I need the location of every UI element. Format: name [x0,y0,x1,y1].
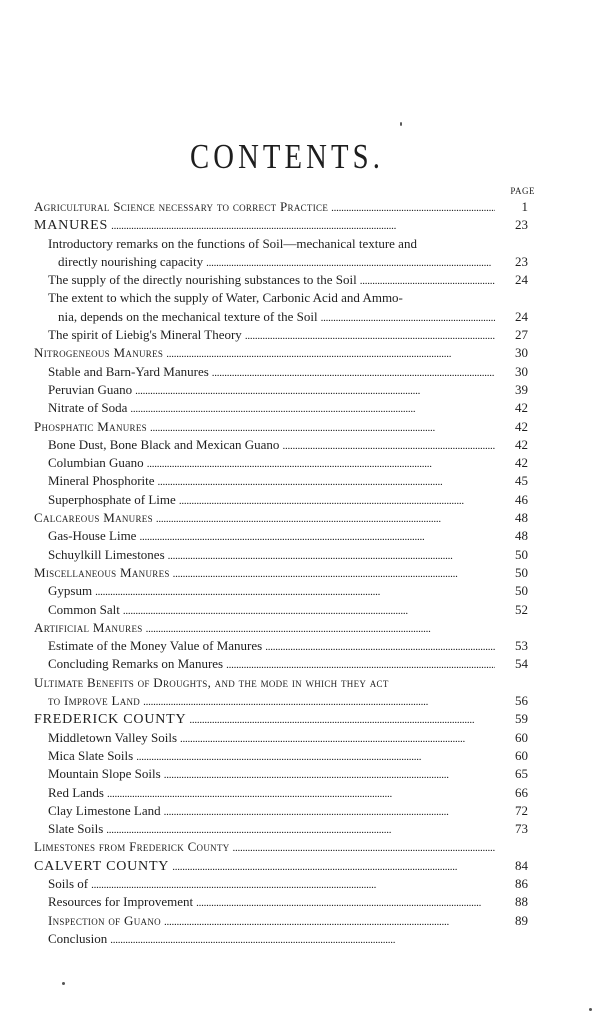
toc-entry [34,472,528,490]
toc-entry-page: 50 [515,546,528,562]
toc-entry [34,235,528,253]
toc-entry-label: Mineral Phosphorite [48,473,155,489]
toc-entry-page: 65 [515,766,528,782]
toc-entry-label: Artificial Manures [34,619,143,635]
dot-leader [189,710,495,728]
dot-leader [123,601,495,619]
toc-entry [34,802,528,820]
toc-entry-label: The extent to which the supply of Water, Carbonic Acid and Ammo- [48,290,403,306]
dot-leader [331,198,495,216]
toc-entry-page: 1 [521,199,528,214]
toc-entry [34,344,528,362]
toc-entry-label: FREDERICK COUNTY [34,712,187,728]
toc-entry-page: 48 [515,528,528,544]
toc-entry-page: 84 [515,857,528,873]
toc-entry [34,326,528,344]
toc-entry [34,527,528,545]
dot-leader [321,308,495,326]
toc-entry-page: 52 [515,601,528,617]
toc-entry-page: 50 [515,583,528,599]
toc-entry-label: Peruvian Guano [48,381,133,397]
toc-entry-label: Middletown Valley Soils [48,729,178,745]
toc-entry-label: Inspection of Guano [48,912,161,928]
dot-leader [130,399,495,417]
dot-leader [196,893,495,911]
toc-entry [34,710,528,728]
toc-entry [34,747,528,765]
toc-entry-page: 59 [515,711,528,727]
toc-entry-page: 66 [515,784,528,800]
toc-entry-label: The supply of the directly nourishing substances to the Soil [48,272,357,288]
toc-entry [34,564,528,582]
dot-leader [136,747,495,765]
dot-leader [226,655,495,673]
toc-entry-page: 24 [515,272,528,288]
toc-entry [34,436,528,454]
toc-entry-page: 56 [515,693,528,709]
toc-entry [34,509,528,527]
toc-entry [34,692,528,710]
toc-entry-page: 73 [515,821,528,837]
toc-entry-page: 89 [515,912,528,928]
dot-leader [110,930,495,948]
toc-entry-label: Schuylkill Limestones [48,546,165,562]
toc-entry-label: Introductory remarks on the functions of Soil—mechanical texture and [48,235,417,251]
toc-entry-label: Mountain Slope Soils [48,766,161,782]
toc-entry [34,619,528,637]
dot-leader [245,326,495,344]
toc-entry-label: Soils of [48,875,89,891]
toc-entry [34,418,528,436]
toc-entry-label: to Improve Land [48,693,141,709]
toc-entry-page: 42 [515,400,528,416]
dot-leader [91,875,495,893]
toc-entry-label: Limestones from Frederick County [34,839,230,855]
toc-entry-label: Red Lands [48,784,104,800]
toc-entry-label: Conclusion [48,930,108,946]
toc-entry-label: Bone Dust, Bone Black and Mexican Guano [48,436,280,452]
toc-entry-page: 39 [515,381,528,397]
toc-entry-page: 46 [515,491,528,507]
toc-entry [34,674,528,692]
dot-leader [135,381,495,399]
toc-entry-label: CALVERT COUNTY [34,858,170,874]
toc-entry-label: Resources for Improvement [48,894,194,910]
toc-entry-page: 42 [515,436,528,452]
dot-leader [173,564,495,582]
toc-entry [34,729,528,747]
toc-entry-page: 30 [515,345,528,361]
toc-entry-label: Nitrogeneous Manures [34,345,164,361]
toc-entry-label: Gas-House Lime [48,528,137,544]
toc-entry [34,289,528,307]
toc-entry-page: 27 [515,327,528,343]
toc-entry [34,912,528,930]
toc-entry-label: Estimate of the Money Value of Manures [48,638,263,654]
toc-entry [34,582,528,600]
toc-entry-label: Nitrate of Soda [48,400,128,416]
toc-entry [34,655,528,673]
toc-entry-page: 86 [515,875,528,891]
toc-entry-label: Clay Limestone Land [48,802,161,818]
toc-entry [34,893,528,911]
toc-entry-label: Columbian Guano [48,455,144,471]
toc-entry [34,765,528,783]
dot-leader [164,802,495,820]
toc-entry-page: 48 [515,510,528,526]
toc-entry [34,271,528,289]
dot-leader [265,637,495,655]
dot-leader [106,820,495,838]
toc-entry-label: Ultimate Benefits of Droughts, and the mode in which they act [34,674,389,690]
toc-entry-label: Slate Soils [48,821,104,837]
toc-entry [34,454,528,472]
toc-entry [34,253,528,271]
toc-entry [34,820,528,838]
toc-entry-page: 24 [515,308,528,324]
toc-entry-page: 45 [515,473,528,489]
toc-entry [34,875,528,893]
page-title: CONTENTS. [190,137,384,176]
toc-entry-page: 42 [515,455,528,471]
dot-leader [172,857,495,875]
dot-leader [212,363,495,381]
toc-entry-label: Miscellaneous Manures [34,564,170,580]
toc-entry-label: Concluding Remarks on Manures [48,656,224,672]
toc-entry-page: 60 [515,747,528,763]
page-column-header: PAGE [510,186,535,196]
dot-leader [111,216,495,234]
toc-entry [34,216,528,234]
toc-entry-page: 60 [515,729,528,745]
toc-entry [34,838,528,856]
toc-entry [34,784,528,802]
dot-leader [233,838,495,856]
dot-leader [158,472,495,490]
dot-leader [156,509,495,527]
dot-leader [168,546,495,564]
toc-entry-page: 88 [515,894,528,910]
toc-entry-label: Mica Slate Soils [48,747,134,763]
toc-entry-page: 72 [515,802,528,818]
toc-entry [34,399,528,417]
dot-leader [282,436,495,454]
ink-speck [62,982,65,985]
toc-entry-page: 53 [515,638,528,654]
toc-entry [34,857,528,875]
toc-entry [34,601,528,619]
toc-entry [34,930,528,948]
toc-entry [34,363,528,381]
dot-leader [147,454,495,472]
toc-entry-page: 54 [515,656,528,672]
toc-entry-page: 23 [515,253,528,269]
dot-leader [95,582,495,600]
toc-entry-label: Phosphatic Manures [34,418,147,434]
dot-leader [150,418,495,436]
dot-leader [164,912,495,930]
toc-entry [34,308,528,326]
toc-entry-label: Superphosphate of Lime [48,491,176,507]
ink-speck [400,122,402,126]
dot-leader [206,253,495,271]
dot-leader [179,491,495,509]
toc-entry-page: 50 [515,564,528,580]
toc-entry-page: 30 [515,363,528,379]
toc-entry-label: Stable and Barn-Yard Manures [48,363,209,379]
toc-entry-label: Agricultural Science necessary to correct Practice [34,199,329,214]
toc-entry [34,198,528,216]
dot-leader [180,729,495,747]
toc-entry-label: nia, depends on the mechanical texture of the Soil [58,308,318,324]
toc-entry-page: 23 [515,217,528,233]
dot-leader [107,784,495,802]
dot-leader [146,619,495,637]
ink-speck [589,1008,592,1011]
dot-leader [139,527,495,545]
table-of-contents [34,198,528,948]
toc-entry [34,637,528,655]
toc-entry-label: Calcareous Manures [34,510,153,526]
toc-entry-label: directly nourishing capacity [58,253,204,269]
toc-entry-label: The spirit of Liebig's Mineral Theory [48,327,242,343]
toc-entry-page: 42 [515,418,528,434]
toc-entry [34,546,528,564]
dot-leader [166,344,495,362]
dot-leader [360,271,495,289]
toc-entry-label: Common Salt [48,601,120,617]
dot-leader [143,692,495,710]
toc-entry [34,491,528,509]
dot-leader [164,765,495,783]
toc-entry [34,381,528,399]
toc-entry-label: MANURES [34,218,109,234]
toc-entry-label: Gypsum [48,583,93,599]
